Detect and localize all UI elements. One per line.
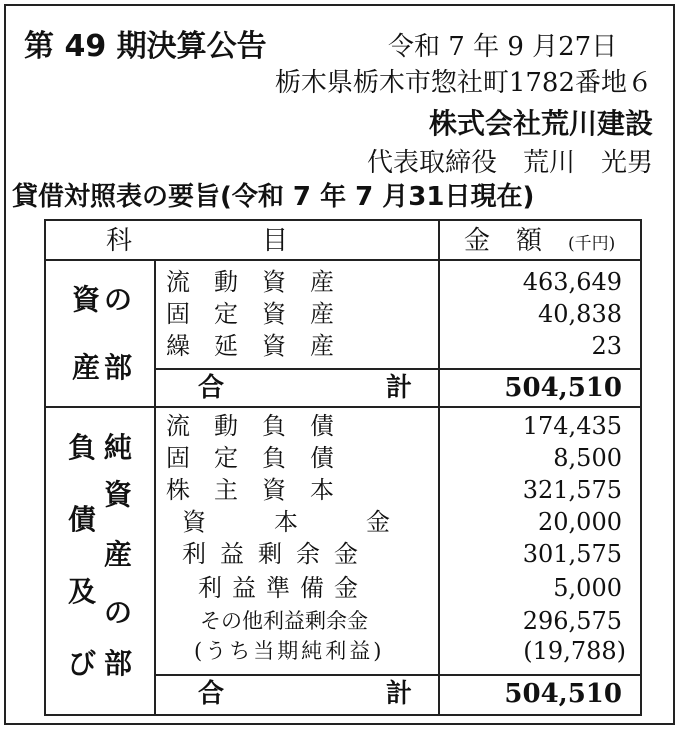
liability-value: 301,575 <box>522 540 622 568</box>
asset-label: 流動資産 <box>166 268 358 296</box>
liability-value: 174,435 <box>522 412 622 440</box>
header-divider <box>46 259 640 261</box>
liab-label-char: 産 <box>104 538 133 571</box>
liability-label: その他利益剰余金 <box>200 609 368 633</box>
item-column-header: 科 目 <box>106 226 289 256</box>
liability-value: 8,500 <box>553 444 622 472</box>
notice-date: 令和 7 年 9 月27日 <box>388 32 618 62</box>
section-divider <box>46 406 640 408</box>
liabilities-total-value: 504,510 <box>504 679 622 709</box>
liability-label: 流動負債 <box>166 412 358 440</box>
unit-label: (千円) <box>568 234 616 254</box>
asset-label: 繰延資産 <box>166 332 358 360</box>
asset-value: 23 <box>591 332 622 360</box>
liab-label-char: 債 <box>68 503 97 536</box>
liability-label: 利益剰余金 <box>182 540 372 568</box>
liability-value: (19,788) <box>523 637 626 665</box>
assets-section-label-top: 資の <box>72 283 137 316</box>
liabilities-total-label-a: 合 <box>198 679 225 709</box>
notice-title: 第 49 期決算公告 <box>24 29 267 64</box>
amount-column-header: 金 額 <box>464 226 543 256</box>
liab-label-char: 資 <box>104 478 133 511</box>
liability-value: 5,000 <box>553 574 622 602</box>
liability-value: 321,575 <box>522 476 622 504</box>
liab-label-char: 及 <box>68 575 97 608</box>
liab-label-char: 部 <box>104 647 133 680</box>
assets-section-label-bottom: 産部 <box>72 351 137 384</box>
assets-total-divider <box>154 368 640 370</box>
liab-label-char: び <box>68 647 97 680</box>
balance-sheet-title: 貸借対照表の要旨(令和 7 年 7 月31日現在) <box>12 182 535 212</box>
liability-label: 株主資本 <box>166 476 358 504</box>
liability-label: (うち当期純利益) <box>194 639 385 663</box>
asset-value: 40,838 <box>538 300 622 328</box>
liability-label: 利益準備金 <box>198 574 368 602</box>
asset-value: 463,649 <box>522 268 622 296</box>
company-name: 株式会社荒川建設 <box>428 107 653 140</box>
asset-row-label <box>166 270 396 294</box>
liab-label-char: 負 <box>68 431 97 464</box>
liabilities-total-divider <box>154 674 640 676</box>
asset-label: 固定資産 <box>166 300 358 328</box>
assets-total-label-b: 計 <box>386 373 413 403</box>
liability-label: 固定負債 <box>166 444 358 472</box>
liability-value: 296,575 <box>522 607 622 635</box>
liabilities-total-label-b: 計 <box>386 679 413 709</box>
liab-label-char: 純 <box>104 431 133 464</box>
liability-label: 資本金 <box>182 508 458 536</box>
representative: 代表取締役 荒川 光男 <box>366 148 653 178</box>
liab-label-char: の <box>104 596 133 629</box>
notice-frame <box>4 4 675 725</box>
balance-sheet-table <box>44 219 642 716</box>
liability-value: 20,000 <box>538 508 622 536</box>
section-label-divider <box>154 259 156 714</box>
assets-total-value: 504,510 <box>504 373 622 403</box>
company-address: 栃木県栃木市惣社町1782番地６ <box>274 68 653 98</box>
assets-total-label-a: 合 <box>198 373 225 403</box>
